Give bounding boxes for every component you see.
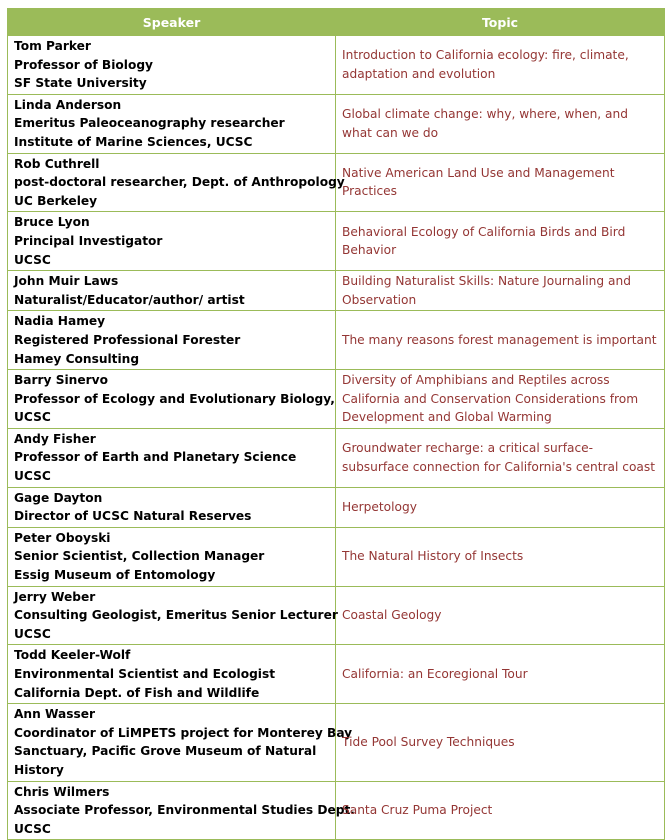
table-row [8, 311, 665, 370]
speaker-name: Gage Dayton [14, 490, 103, 505]
table-row [8, 781, 665, 840]
table-row [8, 586, 665, 645]
speaker-affiliation: UCSC [14, 626, 51, 641]
speaker-title: Professor of Earth and Planetary Science [14, 450, 297, 465]
speaker-affiliation: SF State University [14, 76, 147, 91]
topic-cell: The Natural History of Insects [336, 527, 665, 586]
speaker-cell [8, 428, 336, 487]
topic-cell: Native American Land Use and Management Practices [336, 153, 665, 212]
speaker-title: Professor of Biology [14, 57, 153, 72]
speaker-cell [8, 94, 336, 153]
speaker-affiliation: UC Berkeley [14, 193, 98, 208]
speaker-affiliation: Hamey Consulting [14, 351, 140, 366]
table-row [8, 271, 665, 311]
topic-cell: Santa Cruz Puma Project [336, 781, 665, 840]
speaker-name: Ann Wasser [14, 707, 96, 722]
speaker-title: Associate Professor, Environmental Studies Dept. [14, 803, 355, 818]
speaker-affiliation: California Dept. of Fish and Wildlife [14, 685, 260, 700]
table-row [8, 36, 665, 95]
table-row [8, 428, 665, 487]
speaker-name: Rob Cuthrell [14, 156, 100, 171]
speaker-table-container [7, 8, 664, 840]
speaker-name: Chris Wilmers [14, 784, 110, 799]
speaker-title: Coordinator of LiMPETS project for Monterey Bay [14, 725, 353, 740]
speaker-title: Emeritus Paleoceanography researcher [14, 116, 285, 131]
speaker-affiliation: UCSC [14, 469, 51, 484]
table-row [8, 487, 665, 527]
table-row [8, 527, 665, 586]
topic-cell: Herpetology [336, 487, 665, 527]
topic-cell: Diversity of Amphibians and Reptiles across California and Conservation Considerations from Development and Global Warming [336, 370, 665, 429]
speaker-cell [8, 212, 336, 271]
topic-column-header: Topic [336, 9, 665, 36]
table-row [8, 370, 665, 429]
speaker-cell [8, 487, 336, 527]
speaker-name: Linda Anderson [14, 97, 122, 112]
topic-cell: Building Naturalist Skills: Nature Journaling and Observation [336, 271, 665, 311]
speaker-affiliation: Essig Museum of Entomology [14, 568, 216, 583]
speaker-affiliation: UCSC [14, 410, 51, 425]
speaker-affiliation: History [14, 762, 64, 777]
speaker-cell [8, 271, 336, 311]
speaker-affiliation: Institute of Marine Sciences, UCSC [14, 134, 253, 149]
table-row [8, 153, 665, 212]
table-row [8, 212, 665, 271]
speaker-column-header: Speaker [8, 9, 336, 36]
table-row [8, 94, 665, 153]
speaker-name: Tom Parker [14, 39, 91, 53]
speaker-name: Nadia Hamey [14, 314, 106, 329]
speaker-topic-table [7, 8, 665, 840]
speaker-cell [8, 36, 336, 95]
speaker-affiliation: UCSC [14, 821, 51, 836]
speaker-title: Professor of Ecology and Evolutionary Biology, [14, 391, 335, 406]
speaker-cell [8, 781, 355, 840]
speaker-title: Naturalist/Educator/author/ artist [14, 292, 245, 307]
speaker-name: Peter Oboyski [14, 530, 111, 545]
speaker-title: Environmental Scientist and Ecologist [14, 667, 276, 681]
table-row [8, 645, 665, 704]
speaker-title: Director of UCSC Natural Reserves [14, 509, 252, 524]
topic-cell: The many reasons forest management is important [336, 311, 665, 370]
speaker-cell [8, 586, 336, 645]
speaker-name: Barry Sinervo [14, 373, 108, 388]
speaker-title: Registered Professional Forester [14, 332, 241, 347]
speaker-cell [8, 645, 336, 704]
topic-cell: Groundwater recharge: a critical surface-subsurface connection for California's central coast [336, 428, 665, 487]
speaker-name: Jerry Weber [14, 589, 96, 604]
speaker-cell [8, 311, 336, 370]
topic-cell: Coastal Geology [336, 586, 665, 645]
speaker-cell [8, 370, 336, 429]
speaker-title-line-2: Sanctuary, Pacific Grove Museum of Natural [14, 744, 317, 759]
speaker-cell [8, 704, 353, 781]
speaker-name: Andy Fisher [14, 431, 96, 446]
topic-cell: Tide Pool Survey Techniques [336, 704, 665, 781]
speaker-cell [8, 153, 345, 212]
speaker-title: Consulting Geologist, Emeritus Senior Lecturer [14, 608, 338, 623]
header-row [8, 9, 665, 36]
speaker-title: Senior Scientist, Collection Manager [14, 549, 265, 564]
speaker-title: post-doctoral researcher, Dept. of Anthropology [14, 175, 345, 190]
topic-cell: Behavioral Ecology of California Birds and Bird Behavior [336, 212, 665, 271]
topic-cell: California: an Ecoregional Tour [336, 645, 665, 704]
table-row [8, 704, 665, 781]
topic-cell: Introduction to California ecology: fire, climate, adaptation and evolution [336, 36, 665, 95]
topic-cell: Global climate change: why, where, when, and what can we do [336, 94, 665, 153]
speaker-name: Bruce Lyon [14, 215, 90, 230]
speaker-name: Todd Keeler-Wolf [14, 648, 131, 663]
speaker-name: John Muir Laws [14, 274, 119, 289]
speaker-cell [8, 527, 336, 586]
speaker-title: Principal Investigator [14, 233, 163, 248]
speaker-affiliation: UCSC [14, 252, 51, 267]
